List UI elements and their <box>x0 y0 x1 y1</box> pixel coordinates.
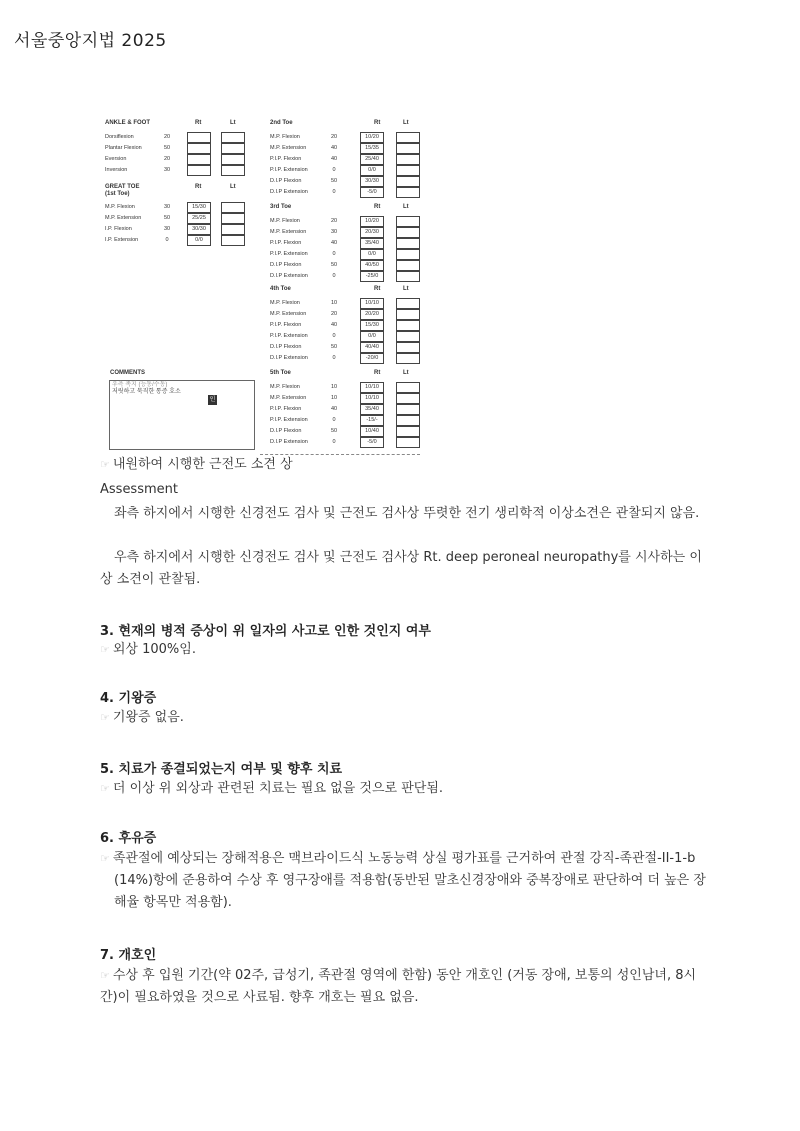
normal-value: 30 <box>163 167 171 173</box>
rom-row <box>270 154 430 165</box>
pointing-hand-icon: ☞ <box>100 969 110 982</box>
lt-measure-field[interactable] <box>396 187 420 198</box>
rom-row <box>270 353 430 364</box>
rom-row <box>270 176 430 187</box>
normal-value: 50 <box>163 215 171 221</box>
lt-measure-field[interactable] <box>396 132 420 143</box>
seal-stamp: 인 <box>209 397 216 403</box>
normal-value: 50 <box>330 178 338 184</box>
normal-value: 0 <box>165 237 169 243</box>
scan-divider <box>260 454 420 455</box>
lt-measure-field[interactable] <box>221 132 245 143</box>
rt-measure-field[interactable]: 0/0 <box>360 331 384 342</box>
motion-label: Plantar Flexion <box>105 145 142 151</box>
toe4-rt-header: Rt <box>374 286 381 292</box>
lt-measure-field[interactable] <box>396 227 420 238</box>
section-7-body <box>100 965 710 1009</box>
rt-measure-field[interactable]: 0/0 <box>360 249 384 260</box>
great-toe-title: GREAT TOE <box>105 184 140 190</box>
rom-row <box>270 320 430 331</box>
rt-measure-field[interactable]: 10/10 <box>360 393 384 404</box>
rt-measure-field[interactable]: 0/0 <box>187 235 211 246</box>
motion-label: M.P. Flexion <box>105 204 135 210</box>
motion-label: P.I.P. Extension <box>270 333 308 339</box>
normal-value: 30 <box>163 226 171 232</box>
lt-measure-field[interactable] <box>396 143 420 154</box>
comments-box <box>109 380 255 450</box>
rom-row <box>270 132 430 143</box>
motion-label: Eversion <box>105 156 127 162</box>
normal-value: 0 <box>332 355 336 361</box>
toe3-title: 3rd Toe <box>270 204 292 210</box>
motion-label: D.I.P Extension <box>270 439 308 445</box>
emg-intro-text: 내원하여 시행한 근전도 소견 상 <box>112 457 293 472</box>
rt-measure-field[interactable]: 10/10 <box>360 382 384 393</box>
normal-value: 0 <box>332 251 336 257</box>
assessment-label: Assessment <box>100 482 178 497</box>
lt-measure-field[interactable] <box>221 165 245 176</box>
rt-measure-field[interactable]: 30/30 <box>187 224 211 235</box>
toe4-lt-header: Lt <box>403 286 409 292</box>
lt-measure-field[interactable] <box>221 143 245 154</box>
lt-measure-field[interactable] <box>396 426 420 437</box>
ankle-foot-title: ANKLE & FOOT <box>105 120 150 126</box>
lt-measure-field[interactable] <box>396 216 420 227</box>
great-toe-rt-header: Rt <box>195 184 202 190</box>
normal-value: 20 <box>330 218 338 224</box>
motion-label: P.I.P. Flexion <box>270 322 302 328</box>
toe3-rt-header: Rt <box>374 204 381 210</box>
ankle-rt-header: Rt <box>195 120 202 126</box>
section-4-body <box>100 709 184 727</box>
lt-measure-field[interactable] <box>221 202 245 213</box>
rt-measure-field[interactable]: 0/0 <box>360 165 384 176</box>
normal-value: 10 <box>330 384 338 390</box>
rom-row <box>270 249 430 260</box>
section-4-title: 4. 기왕증 <box>100 691 157 706</box>
normal-value: 0 <box>332 417 336 423</box>
pointing-hand-icon: ☞ <box>100 711 110 724</box>
motion-label: D.I.P Flexion <box>270 178 302 184</box>
normal-value: 30 <box>330 229 338 235</box>
normal-value: 20 <box>163 156 171 162</box>
rt-measure-field[interactable]: 15/30 <box>360 320 384 331</box>
motion-label: P.I.P. Flexion <box>270 406 302 412</box>
lt-measure-field[interactable] <box>221 154 245 165</box>
rt-measure-field[interactable]: -25/0 <box>360 271 384 282</box>
normal-value: 40 <box>330 156 338 162</box>
motion-label: M.P. Flexion <box>270 300 300 306</box>
motion-label: M.P. Extension <box>270 311 307 317</box>
normal-value: 10 <box>330 300 338 306</box>
assessment-left: 좌측 하지에서 시행한 신경전도 검사 및 근전도 검사상 뚜렷한 전기 생리학적 이상소견은 관찰되지 않음. <box>114 506 700 521</box>
rom-row <box>270 426 430 437</box>
emg-intro <box>100 456 293 474</box>
normal-value: 0 <box>332 189 336 195</box>
rom-row <box>105 132 255 143</box>
rt-measure-field[interactable]: 30/30 <box>360 176 384 187</box>
rt-measure-field[interactable]: 25/40 <box>360 154 384 165</box>
motion-label: D.I.P Extension <box>270 355 308 361</box>
ankle-foot-block <box>105 120 255 173</box>
rom-row <box>270 298 430 309</box>
rom-row <box>105 224 255 235</box>
lt-measure-field[interactable] <box>396 271 420 282</box>
rom-row <box>270 382 430 393</box>
normal-value: 0 <box>332 167 336 173</box>
motion-label: M.P. Flexion <box>270 134 300 140</box>
section-5-title: 5. 치료가 종결되었는지 여부 및 향후 치료 <box>100 762 343 777</box>
lt-measure-field[interactable] <box>396 393 420 404</box>
section-6-title: 6. 후유증 <box>100 831 157 846</box>
rt-measure-field[interactable]: 20/20 <box>360 309 384 320</box>
lt-measure-field[interactable] <box>221 213 245 224</box>
section-6-body <box>100 848 710 914</box>
motion-label: D.I.P Flexion <box>270 344 302 350</box>
rom-row <box>105 165 255 176</box>
comments-line-2: 저릿하고 묵직한 통증 호소 <box>112 389 181 395</box>
normal-value: 30 <box>163 204 171 210</box>
rom-row <box>105 202 255 213</box>
section-7-title: 7. 개호인 <box>100 948 157 963</box>
normal-value: 20 <box>330 134 338 140</box>
normal-value: 40 <box>330 406 338 412</box>
rt-measure-field[interactable]: 10/10 <box>360 298 384 309</box>
lt-measure-field[interactable] <box>396 249 420 260</box>
section-7-text: 수상 후 입원 기간(약 02주, 급성기, 족관절 영역에 한함) 동안 개호인 (거동 장애, 보통의 성인남녀, 8시간)이 필요하였을 것으로 사료됨. 향후 개호는 필요 없음. <box>100 968 697 1005</box>
lt-measure-field[interactable] <box>396 382 420 393</box>
rt-measure-field[interactable]: -15/- <box>360 415 384 426</box>
normal-value: 20 <box>330 311 338 317</box>
rt-measure-field[interactable]: -20/0 <box>360 353 384 364</box>
rom-row <box>270 216 430 227</box>
lt-measure-field[interactable] <box>396 298 420 309</box>
ankle-lt-header: Lt <box>230 120 236 126</box>
lt-measure-field[interactable] <box>396 154 420 165</box>
motion-label: M.P. Flexion <box>270 218 300 224</box>
great-toe-subtitle: (1st Toe) <box>105 191 130 197</box>
section-6-text: 족관절에 예상되는 장해적용은 맥브라이드식 노동능력 상실 평가표를 근거하여 관절 강직-족관절-II-1-b (14%)항에 준용하여 수상 후 영구장애를 적용함(동반된 말초신경장애와 중복장애로 판단하여 더 높은 장해율 항목만 적용함). <box>112 851 706 910</box>
section-4-text: 기왕증 없음. <box>112 710 184 725</box>
rom-row <box>270 143 430 154</box>
rt-measure-field[interactable]: 10/20 <box>360 216 384 227</box>
motion-label: P.I.P. Extension <box>270 167 308 173</box>
comments-title: COMMENTS <box>110 370 145 376</box>
rt-measure-field[interactable]: 25/25 <box>187 213 211 224</box>
great-toe-lt-header: Lt <box>230 184 236 190</box>
rt-measure-field[interactable]: 15/30 <box>187 202 211 213</box>
section-3-title: 3. 현재의 병적 증상이 위 일자의 사고로 인한 것인지 여부 <box>100 624 431 639</box>
lt-measure-field[interactable] <box>396 165 420 176</box>
toe5-title: 5th Toe <box>270 370 291 376</box>
lt-measure-field[interactable] <box>396 331 420 342</box>
rt-measure-field[interactable]: 10/40 <box>360 426 384 437</box>
rt-measure-field[interactable]: 10/20 <box>360 132 384 143</box>
toe5-block <box>270 370 430 445</box>
motion-label: P.I.P. Flexion <box>270 240 302 246</box>
normal-value: 50 <box>330 344 338 350</box>
rt-measure-field[interactable] <box>187 143 211 154</box>
lt-measure-field[interactable] <box>396 404 420 415</box>
pointing-hand-icon: ☞ <box>100 458 110 471</box>
rom-row <box>270 165 430 176</box>
lt-measure-field[interactable] <box>396 415 420 426</box>
motion-label: I.P. Extension <box>105 237 139 243</box>
pointing-hand-icon: ☞ <box>100 643 110 656</box>
rt-measure-field[interactable] <box>187 132 211 143</box>
rom-row <box>105 235 255 246</box>
rt-measure-field[interactable]: 15/35 <box>360 143 384 154</box>
section-5-text: 더 이상 위 외상과 관련된 치료는 필요 없을 것으로 판단됨. <box>112 781 444 796</box>
rom-row <box>270 404 430 415</box>
pointing-hand-icon: ☞ <box>100 852 110 865</box>
motion-label: I.P. Flexion <box>105 226 132 232</box>
lt-measure-field[interactable] <box>396 176 420 187</box>
toe2-title: 2nd Toe <box>270 120 293 126</box>
motion-label: P.I.P. Extension <box>270 251 308 257</box>
toe3-lt-header: Lt <box>403 204 409 210</box>
normal-value: 40 <box>330 145 338 151</box>
rom-form <box>100 112 430 456</box>
rom-row <box>270 437 430 448</box>
lt-measure-field[interactable] <box>396 238 420 249</box>
toe4-title: 4th Toe <box>270 286 291 292</box>
rt-measure-field[interactable]: -5/0 <box>360 437 384 448</box>
rom-row <box>270 260 430 271</box>
assessment-right: 우측 하지에서 시행한 신경전도 검사 및 근전도 검사상 Rt. deep peroneal neuropathy를 시사하는 이상 소견이 관찰됨. <box>100 550 702 587</box>
motion-label: M.P. Extension <box>270 395 307 401</box>
section-3-body <box>100 641 196 659</box>
rt-measure-field[interactable]: 35/40 <box>360 238 384 249</box>
motion-label: P.I.P. Flexion <box>270 156 302 162</box>
rom-row <box>270 309 430 320</box>
rt-measure-field[interactable] <box>187 165 211 176</box>
rom-row <box>105 213 255 224</box>
motion-label: Inversion <box>105 167 128 173</box>
motion-label: Dorsiflexion <box>105 134 134 140</box>
rt-measure-field[interactable]: 40/50 <box>360 260 384 271</box>
toe3-block <box>270 204 430 279</box>
motion-label: M.P. Extension <box>105 215 142 221</box>
toe4-block <box>270 286 430 361</box>
rom-row <box>270 187 430 198</box>
lt-measure-field[interactable] <box>396 342 420 353</box>
normal-value: 10 <box>330 395 338 401</box>
lt-measure-field[interactable] <box>396 309 420 320</box>
toe2-lt-header: Lt <box>403 120 409 126</box>
rom-row <box>270 331 430 342</box>
court-header: 서울중앙지법 2025 <box>14 31 167 51</box>
rom-row <box>270 238 430 249</box>
great-toe-block <box>105 184 255 243</box>
lt-measure-field[interactable] <box>221 224 245 235</box>
toe2-block <box>270 120 430 195</box>
motion-label: M.P. Flexion <box>270 384 300 390</box>
rt-measure-field[interactable]: 35/40 <box>360 404 384 415</box>
normal-value: 50 <box>330 262 338 268</box>
motion-label: D.I.P Extension <box>270 189 308 195</box>
rom-row <box>270 271 430 282</box>
normal-value: 20 <box>163 134 171 140</box>
motion-label: P.I.P. Extension <box>270 417 308 423</box>
normal-value: 0 <box>332 439 336 445</box>
motion-label: D.I.P Flexion <box>270 428 302 434</box>
normal-value: 40 <box>330 322 338 328</box>
motion-label: D.I.P Extension <box>270 273 308 279</box>
rom-row <box>105 154 255 165</box>
normal-value: 40 <box>330 240 338 246</box>
motion-label: M.P. Extension <box>270 229 307 235</box>
rom-row <box>270 342 430 353</box>
rt-measure-field[interactable]: -5/0 <box>360 187 384 198</box>
normal-value: 50 <box>163 145 171 151</box>
lt-measure-field[interactable] <box>396 353 420 364</box>
motion-label: M.P. Extension <box>270 145 307 151</box>
comments-line-1: 우측 족지 (능동/수동) <box>112 382 168 388</box>
pointing-hand-icon: ☞ <box>100 782 110 795</box>
toe2-rt-header: Rt <box>374 120 381 126</box>
rom-row <box>270 415 430 426</box>
rt-measure-field[interactable]: 20/30 <box>360 227 384 238</box>
rt-measure-field[interactable]: 40/40 <box>360 342 384 353</box>
normal-value: 50 <box>330 428 338 434</box>
section-3-text: 외상 100%임. <box>112 642 196 657</box>
toe5-lt-header: Lt <box>403 370 409 376</box>
rom-row <box>270 393 430 404</box>
normal-value: 0 <box>332 273 336 279</box>
toe5-rt-header: Rt <box>374 370 381 376</box>
section-5-body <box>100 780 443 798</box>
rt-measure-field[interactable] <box>187 154 211 165</box>
lt-measure-field[interactable] <box>396 260 420 271</box>
normal-value: 0 <box>332 333 336 339</box>
lt-measure-field[interactable] <box>396 437 420 448</box>
rom-row <box>270 227 430 238</box>
motion-label: D.I.P Flexion <box>270 262 302 268</box>
rom-row <box>105 143 255 154</box>
lt-measure-field[interactable] <box>396 320 420 331</box>
lt-measure-field[interactable] <box>221 235 245 246</box>
